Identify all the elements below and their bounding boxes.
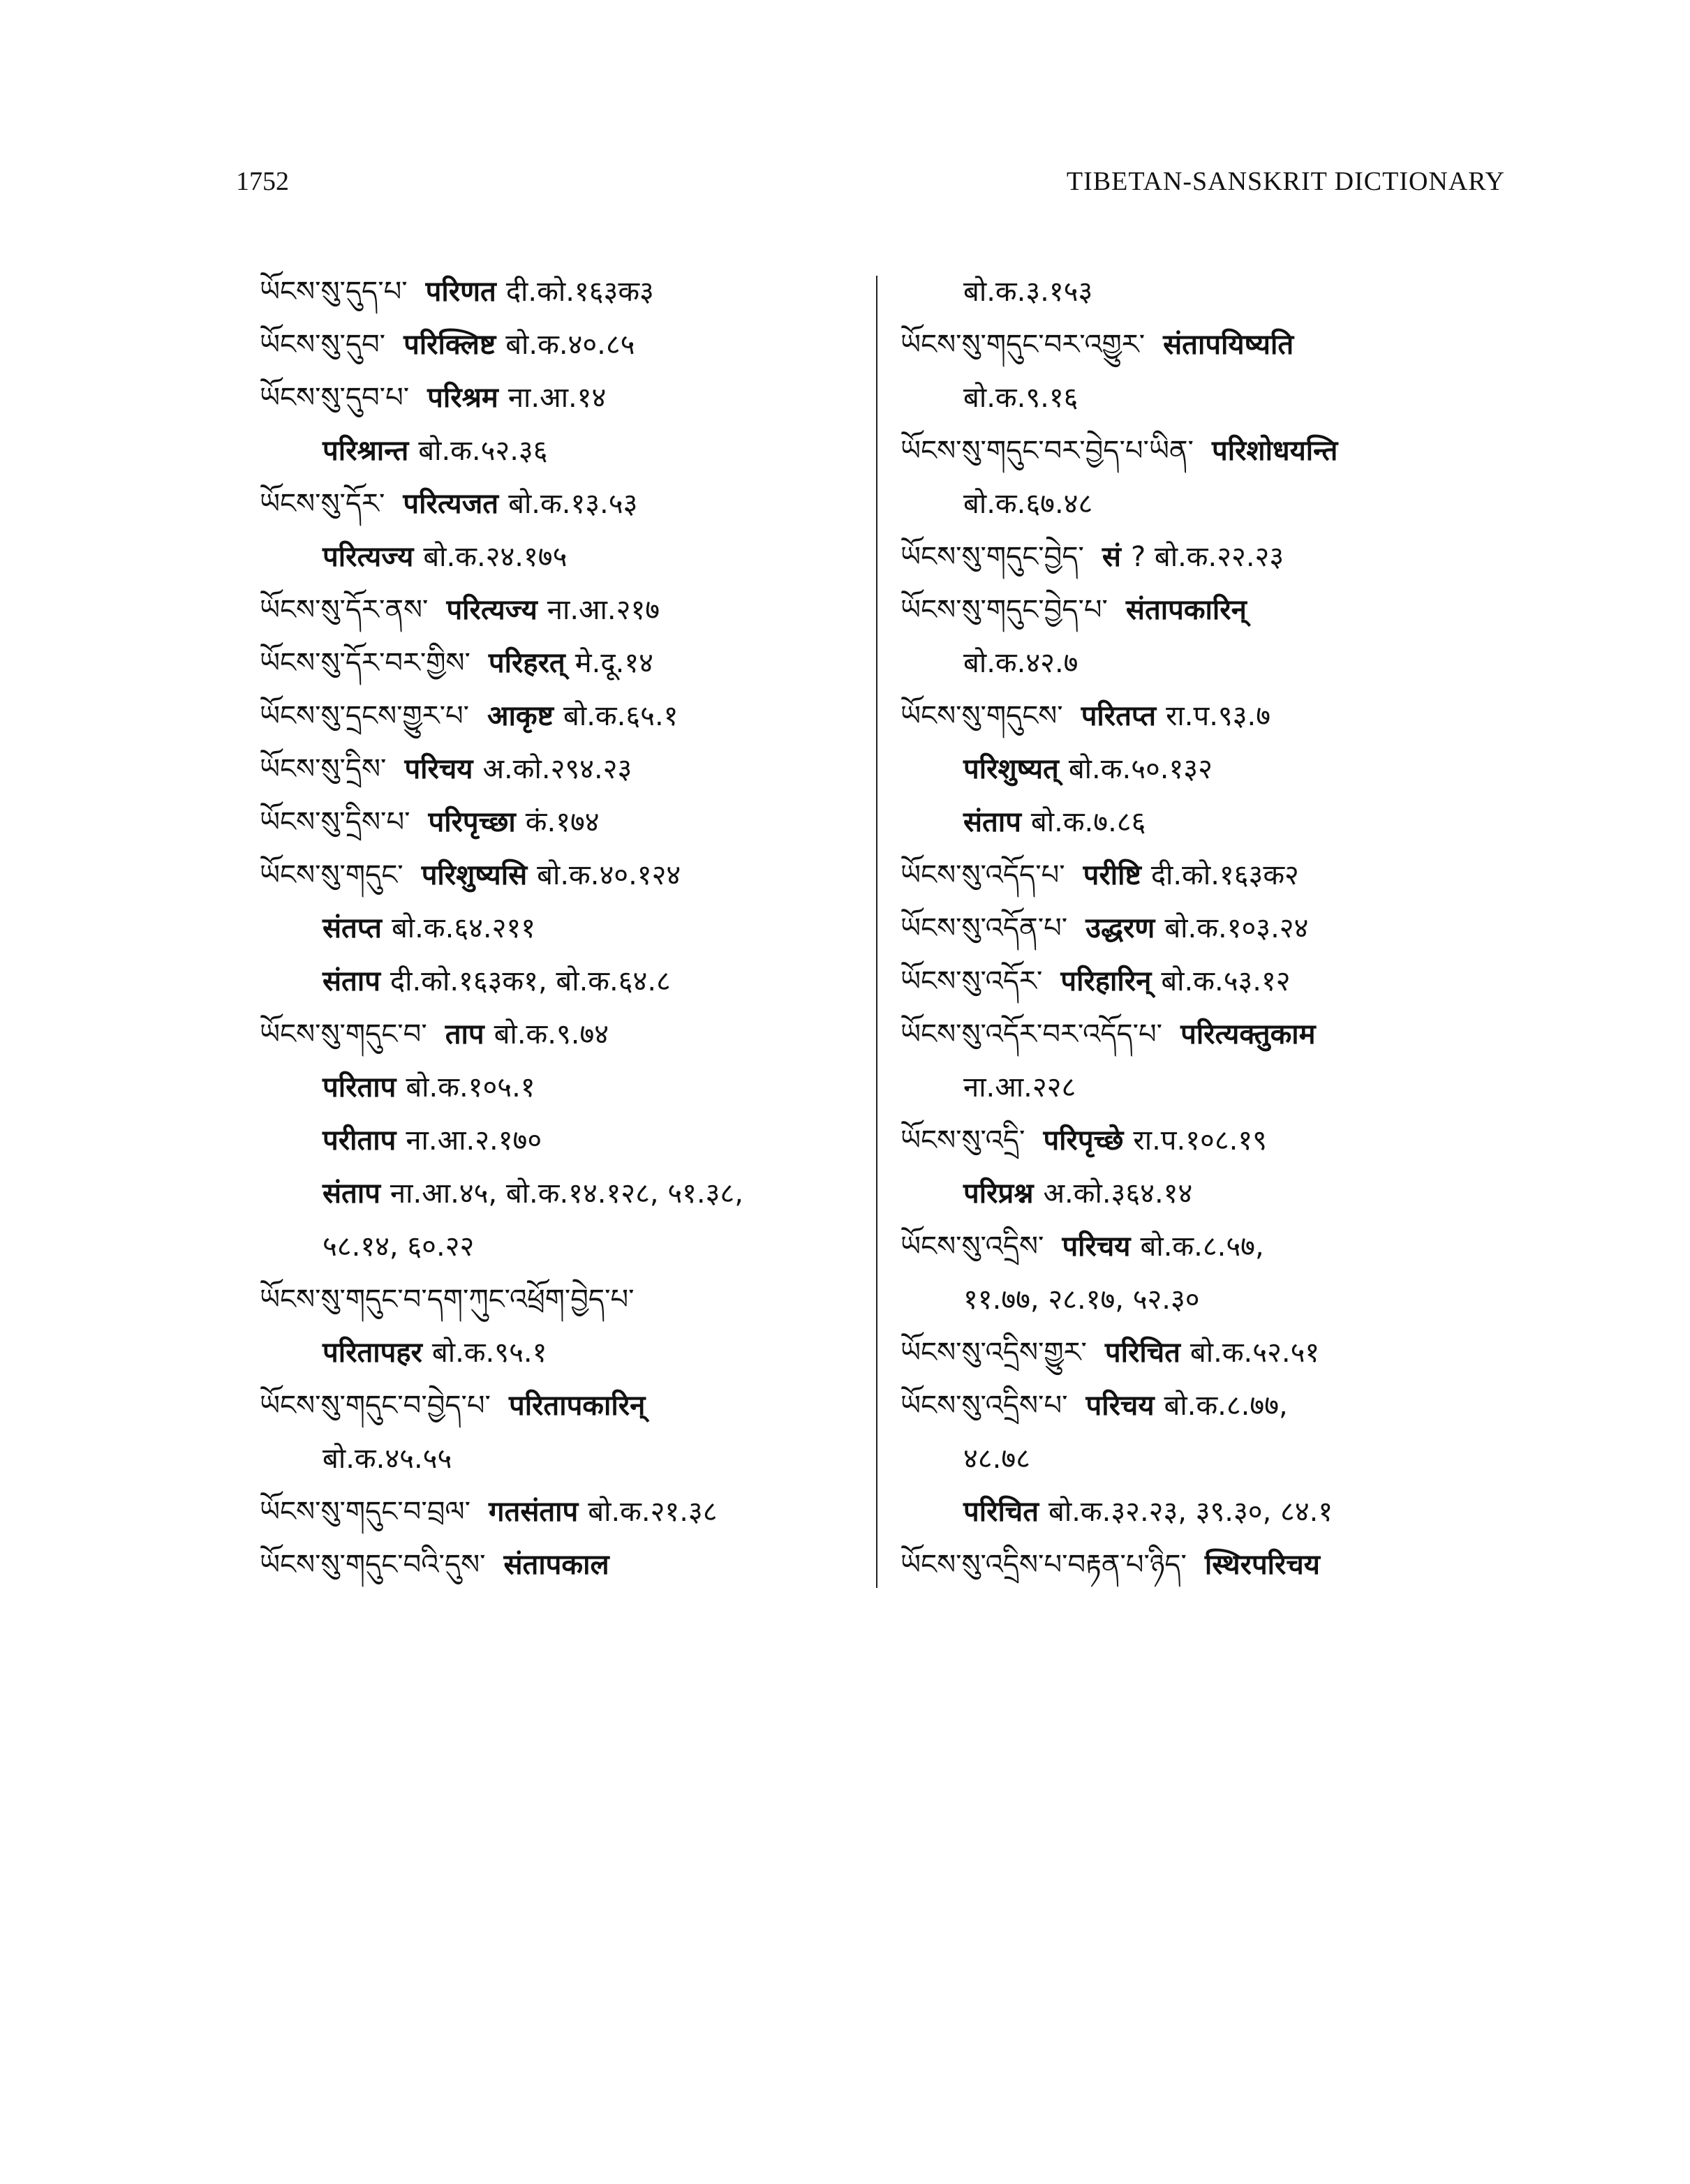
- tibetan-headword: ཡོངས་སུ་འདོན་པ་: [900, 912, 1068, 944]
- dictionary-entry: [260, 1538, 874, 1591]
- entry-continuation: [260, 955, 874, 1008]
- dictionary-entry: [260, 371, 874, 424]
- sanskrit-equivalent: परिचय: [1085, 1390, 1155, 1422]
- tibetan-headword: ཡོངས་སུ་འདྲིས་པ་བརྟན་པ་ཉིད་: [900, 1549, 1187, 1581]
- entry-continuation: [260, 530, 874, 584]
- left-column: [260, 265, 874, 1591]
- sanskrit-equivalent: संतापयिष्यति: [1163, 329, 1294, 361]
- entry-continuation: [900, 1273, 1515, 1326]
- dictionary-entry: [260, 265, 874, 318]
- sanskrit-equivalent: परिशुष्यसि: [421, 859, 528, 891]
- entry-continuation: [260, 424, 874, 477]
- source-reference: रा.प.१०८.१९: [1133, 1124, 1267, 1157]
- sanskrit-equivalent: स्थिरपरिचय: [1204, 1549, 1321, 1581]
- sanskrit-equivalent: परिप्रश्न: [963, 1178, 1034, 1210]
- page-header: [236, 166, 1505, 208]
- sanskrit-equivalent: गतसंताप: [489, 1496, 579, 1528]
- source-reference: बो.क.१०३.२४: [1164, 912, 1309, 944]
- sanskrit-equivalent: सं: [1102, 541, 1121, 573]
- dictionary-entry: [260, 584, 874, 637]
- tibetan-headword: ཡོངས་སུ་དུད་པ་: [260, 276, 408, 308]
- tibetan-headword: ཡོངས་སུ་འདོད་པ་: [900, 859, 1065, 891]
- source-reference: ११.७७, २८.१७, ५२.३०: [963, 1284, 1200, 1316]
- tibetan-headword: ཡོངས་སུ་གདུང་བ་བྲལ་: [260, 1496, 470, 1528]
- source-reference: दी.को.१६३क१, बो.क.६४.८: [390, 965, 671, 997]
- source-reference: बो.क.१३.५३: [508, 488, 638, 520]
- entry-continuation: [900, 796, 1515, 849]
- source-reference: ना.आ.१४: [507, 382, 607, 414]
- source-reference: मे.दू.१४: [575, 647, 653, 679]
- entry-continuation: [900, 637, 1515, 690]
- source-reference: बो.क.७.८६: [1030, 806, 1146, 838]
- tibetan-headword: ཡོངས་སུ་གདུང་བྱེད་པ་: [900, 594, 1108, 626]
- tibetan-headword: ཡོངས་སུ་གདུང་བའི་དུས་: [260, 1549, 486, 1581]
- sanskrit-equivalent: परिश्रान्त: [323, 435, 409, 467]
- source-reference: ५८.१४, ६०.२२: [323, 1231, 475, 1263]
- dictionary-entry: [260, 318, 874, 371]
- dictionary-entry: [900, 1008, 1515, 1061]
- tibetan-headword: ཡོངས་སུ་གདུང་བར་འགྱུར་: [900, 329, 1146, 361]
- sanskrit-equivalent: परिपृच्छा: [428, 806, 516, 838]
- sanskrit-equivalent: संतापकाल: [503, 1549, 609, 1581]
- source-reference: बो.क.६५.१: [563, 700, 679, 732]
- entry-continuation: [900, 1061, 1515, 1114]
- dictionary-entry: [260, 690, 874, 743]
- sanskrit-equivalent: परिपृच्छे: [1043, 1124, 1124, 1157]
- source-reference: बो.क.८.५७,: [1140, 1231, 1264, 1263]
- sanskrit-equivalent: परित्यजत: [403, 488, 499, 520]
- dictionary-entry: [900, 955, 1515, 1008]
- entry-continuation: [900, 371, 1515, 424]
- sanskrit-equivalent: परिशुष्यत्: [963, 753, 1059, 785]
- entry-continuation: [900, 265, 1515, 318]
- sanskrit-equivalent: संताप: [323, 965, 380, 997]
- source-reference: बो.क.५०.१३२: [1068, 753, 1213, 785]
- entry-continuation: [260, 1114, 874, 1167]
- sanskrit-equivalent: परिचय: [1062, 1231, 1131, 1263]
- dictionary-entry: [260, 1379, 874, 1432]
- entry-continuation: [900, 743, 1515, 796]
- source-reference: अ.को.३६४.१४: [1043, 1178, 1193, 1210]
- source-reference: दी.को.१६३क२: [1150, 859, 1299, 891]
- source-reference: बो.क.९.१६: [963, 382, 1079, 414]
- sanskrit-equivalent: परीष्टि: [1083, 859, 1141, 891]
- sanskrit-equivalent: परिताप: [323, 1071, 396, 1104]
- source-reference: बो.क.३.१५३: [963, 276, 1093, 308]
- source-reference: ना.आ.४५, बो.क.१४.१२८, ५१.३८,: [390, 1178, 743, 1210]
- source-reference: बो.क.८.७७,: [1164, 1390, 1288, 1422]
- entry-continuation: [260, 1220, 874, 1273]
- entry-continuation: [260, 1167, 874, 1220]
- source-reference: बो.क.५३.१२: [1161, 965, 1291, 997]
- entry-continuation: [260, 902, 874, 955]
- sanskrit-equivalent: परितप्त: [1081, 700, 1157, 732]
- dictionary-entry: [260, 1273, 874, 1326]
- sanskrit-equivalent: संतापकारिन्: [1125, 594, 1247, 626]
- dictionary-entry: [900, 1326, 1515, 1379]
- source-reference: अ.को.२९४.२३: [482, 753, 632, 785]
- source-reference: बो.क.४५.५५: [323, 1443, 452, 1475]
- dictionary-entry: [900, 849, 1515, 902]
- tibetan-headword: ཡོངས་སུ་འདྲིས་པ་: [900, 1390, 1068, 1422]
- sanskrit-equivalent: परिचय: [404, 753, 473, 785]
- dictionary-entry: [260, 796, 874, 849]
- source-reference: ना.आ.२२८: [963, 1071, 1076, 1104]
- entry-continuation: [260, 1061, 874, 1114]
- sanskrit-equivalent: संताप: [963, 806, 1021, 838]
- sanskrit-equivalent: परिहारिन्: [1060, 965, 1152, 997]
- tibetan-headword: ཡོངས་སུ་འདྲིས་: [900, 1231, 1044, 1263]
- page-number: 1752: [236, 167, 289, 196]
- sanskrit-equivalent: उद्धरण: [1085, 912, 1155, 944]
- dictionary-entry: [900, 584, 1515, 637]
- source-reference: रा.प.९३.७: [1166, 700, 1271, 732]
- source-reference: बो.क.९.७४: [494, 1018, 609, 1050]
- sanskrit-equivalent: परितापकारिन्: [508, 1390, 646, 1422]
- sanskrit-equivalent: परिहरत्: [488, 647, 565, 679]
- dictionary-entry: [260, 477, 874, 530]
- source-reference: कं.१७४: [525, 806, 600, 838]
- dictionary-entry: [900, 902, 1515, 955]
- sanskrit-equivalent: परिक्लिष्ट: [403, 329, 496, 361]
- tibetan-headword: ཡོངས་སུ་དྲངས་གྱུར་པ་: [260, 700, 470, 732]
- tibetan-headword: ཡོངས་སུ་འདོར་བར་འདོད་པ་: [900, 1018, 1163, 1050]
- entry-continuation: [900, 1167, 1515, 1220]
- right-column: [900, 265, 1515, 1591]
- tibetan-headword: ཡོངས་སུ་གདུང་བར་བྱེད་པ་ཡིན་: [900, 435, 1194, 467]
- sanskrit-equivalent: परिणत: [425, 276, 496, 308]
- dictionary-entry: [260, 849, 874, 902]
- source-reference: दी.को.१६३क३: [505, 276, 654, 308]
- entry-continuation: [900, 1432, 1515, 1485]
- tibetan-headword: ཡོངས་སུ་དྲིས་: [260, 753, 387, 785]
- sanskrit-equivalent: परितापहर: [323, 1337, 422, 1369]
- dictionary-entry: [260, 637, 874, 690]
- source-reference: ४८.७८: [963, 1443, 1030, 1475]
- dictionary-entry: [260, 743, 874, 796]
- entry-continuation: [260, 1326, 874, 1379]
- tibetan-headword: ཡོངས་སུ་འདོར་: [900, 965, 1043, 997]
- tibetan-headword: ཡོངས་སུ་གདུང་བྱེད་: [900, 541, 1084, 573]
- source-reference: ना.आ.२.१७०: [406, 1124, 542, 1157]
- source-reference: बो.क.४०.८५: [505, 329, 635, 361]
- tibetan-headword: ཡོངས་སུ་དུབ་: [260, 329, 386, 361]
- sanskrit-equivalent: संताप: [323, 1178, 380, 1210]
- sanskrit-equivalent: परिश्रम: [427, 382, 498, 414]
- dictionary-entry: [900, 318, 1515, 371]
- tibetan-headword: ཡོངས་སུ་གདུང་བ་བྱེད་པ་: [260, 1390, 491, 1422]
- source-reference: ना.आ.२१७: [547, 594, 660, 626]
- entry-continuation: [260, 1432, 874, 1485]
- tibetan-headword: ཡོངས་སུ་གདུང་: [260, 859, 403, 891]
- sanskrit-equivalent: परिचित: [963, 1496, 1039, 1528]
- sanskrit-equivalent: परिशोधयन्ति: [1211, 435, 1338, 467]
- source-reference: बो.क.२४.१७५: [423, 541, 568, 573]
- sanskrit-equivalent: परित्यक्तुकाम: [1180, 1018, 1316, 1050]
- dictionary-entry: [900, 424, 1515, 477]
- source-reference: बो.क.५२.५१: [1189, 1337, 1320, 1369]
- sanskrit-equivalent: परित्यज्य: [323, 541, 414, 573]
- tibetan-headword: ཡོངས་སུ་དོར་: [260, 488, 385, 520]
- source-reference: बो.क.९५.१: [431, 1337, 547, 1369]
- tibetan-headword: ཡོངས་སུ་དོར་ནས་: [260, 594, 429, 626]
- dictionary-entry: [900, 1114, 1515, 1167]
- sanskrit-equivalent: परित्यज्य: [446, 594, 538, 626]
- tibetan-headword: ཡོངས་སུ་འདྲིས་གྱུར་: [900, 1337, 1087, 1369]
- source-reference: बो.क.४२.७: [963, 647, 1079, 679]
- source-reference: बो.क.५२.३६: [418, 435, 548, 467]
- tibetan-headword: ཡོངས་སུ་དྲིས་པ་: [260, 806, 410, 838]
- tibetan-headword: ཡོངས་སུ་དོར་བར་གྱིས་: [260, 647, 470, 679]
- dictionary-entry: [260, 1485, 874, 1538]
- tibetan-headword: ཡོངས་སུ་དུབ་པ་: [260, 382, 410, 414]
- source-reference: बो.क.४०.१२४: [537, 859, 681, 891]
- sanskrit-equivalent: संतप्त: [323, 912, 382, 944]
- entry-continuation: [900, 477, 1515, 530]
- tibetan-headword: ཡོངས་སུ་གདུང་བ་དག་ཀུང་འཕྲོག་བྱེད་པ་: [260, 1284, 635, 1316]
- tibetan-headword: ཡོངས་སུ་གདུང་བ་: [260, 1018, 427, 1050]
- tibetan-headword: ཡོངས་སུ་འདྲི་: [900, 1124, 1025, 1157]
- sanskrit-equivalent: परिचित: [1104, 1337, 1180, 1369]
- sanskrit-equivalent: आकृष्ट: [487, 700, 554, 732]
- dictionary-entry: [900, 1379, 1515, 1432]
- source-reference: ? बो.क.२२.२३: [1130, 541, 1284, 573]
- running-title: TIBETAN-SANSKRIT DICTIONARY: [1066, 167, 1505, 196]
- source-reference: बो.क.१०५.१: [406, 1071, 535, 1104]
- dictionary-entry: [260, 1008, 874, 1061]
- column-divider: [876, 276, 877, 1588]
- sanskrit-equivalent: परीताप: [323, 1124, 396, 1157]
- dictionary-entry: [900, 1538, 1515, 1591]
- dictionary-entry: [900, 530, 1515, 584]
- entry-continuation: [900, 1485, 1515, 1538]
- source-reference: बो.क.६७.४८: [963, 488, 1093, 520]
- source-reference: बो.क.२१.३८: [588, 1496, 718, 1528]
- source-reference: बो.क.३२.२३, ३९.३०, ८४.१: [1048, 1496, 1333, 1528]
- dictionary-entry: [900, 690, 1515, 743]
- source-reference: बो.क.६४.२११: [391, 912, 536, 944]
- tibetan-headword: ཡོངས་སུ་གདུངས་: [900, 700, 1063, 732]
- sanskrit-equivalent: ताप: [445, 1018, 484, 1050]
- dictionary-entry: [900, 1220, 1515, 1273]
